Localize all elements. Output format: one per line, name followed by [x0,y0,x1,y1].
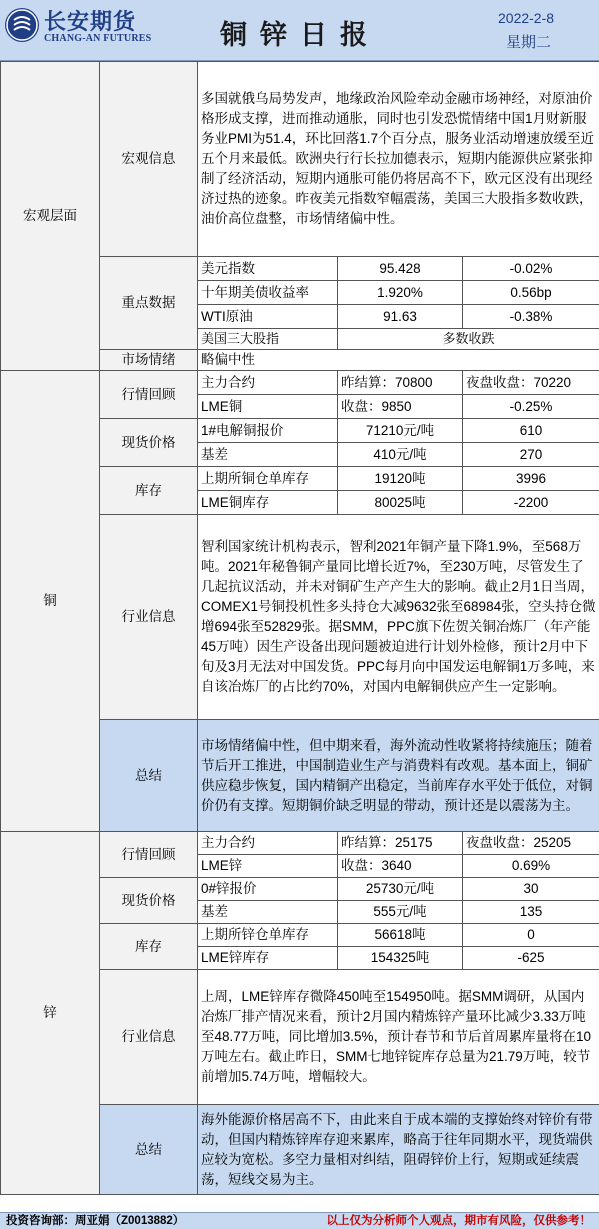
report-header [0,0,599,61]
analyst-contact: 投资咨询部：周亚娟（Z0013882） [6,1213,184,1229]
copper-stock-item: LME铜库存 [198,491,338,515]
zinc-stock-item: LME锌库存 [198,947,338,970]
company-name-cn: 长安期货 [44,5,136,36]
copper-spot-item: 基差 [198,443,338,467]
copper-market-value: 收盘：9850 [338,395,463,419]
section-zinc: 锌 [1,832,100,1195]
section-macro: 宏观层面 [1,62,100,371]
zinc-stock-label: 库存 [100,924,198,970]
zinc-market-value: 昨结算：25175 [338,832,463,855]
copper-market-row [1,371,599,395]
copper-stock-label: 库存 [100,467,198,515]
zinc-summary-label: 总结 [100,1105,198,1195]
macro-info-row [1,62,599,257]
copper-market-change: -0.25% [463,395,599,419]
zinc-spot-change: 135 [463,901,599,924]
copper-market-label: 行情回顾 [100,371,198,419]
copper-market-change: 夜盘收盘：70220 [463,371,599,395]
copper-spot-item: 1#电解铜报价 [198,419,338,443]
copper-stock-change: -2200 [463,491,599,515]
zinc-stock-value: 154325吨 [338,947,463,970]
report-title: 铜锌日报 [220,13,380,52]
key-data-value: 95.428 [338,257,463,281]
copper-spot-value: 410元/吨 [338,443,463,467]
market-mood-value: 略偏中性 [198,350,599,371]
key-data-name: 美元指数 [198,257,338,281]
copper-spot-change: 610 [463,419,599,443]
zinc-industry-label: 行业信息 [100,970,198,1105]
zinc-industry-text: 上周，LME锌库存微降450吨至154950吨。据SMM调研，从国内冶炼厂排产情况来看，预计2月国内精炼锌产量环比减少3.33万吨至48.77万吨，同比增加3.5%，预计春节和节后首周累库量将在10万吨左右。截止昨日，SMM七地锌锭库存总量为21.79万吨，较节前增加5.74万吨，增幅较大。 [198,970,599,1105]
copper-stock-value: 80025吨 [338,491,463,515]
copper-stock-change: 3996 [463,467,599,491]
zinc-market-value: 收盘：3640 [338,855,463,878]
copper-spot-value: 71210元/吨 [338,419,463,443]
report-table [0,61,599,1195]
copper-spot-change: 270 [463,443,599,467]
zinc-summary-text: 海外能源价格居高不下，由此来自于成本端的支撑始终对锌价有带动，但国内精炼锌库存迎来累库，略高于往年同期水平，现货端供应较为宽松。多空力量相对纠结，阻碍锌价上行，短期或延续震荡，短线交易为主。 [198,1105,599,1195]
company-logo-icon [5,8,39,42]
report-date: 2022-2-8 [498,10,554,26]
key-data-change: -0.38% [463,305,599,329]
key-data-name: 十年期美债收益率 [198,281,338,305]
copper-spot-label: 现货价格 [100,419,198,467]
key-data-change: -0.02% [463,257,599,281]
key-data-value: 91.63 [338,305,463,329]
zinc-spot-item: 基差 [198,901,338,924]
zinc-market-item: LME锌 [198,855,338,878]
key-data-name: WTI原油 [198,305,338,329]
zinc-stock-value: 56618吨 [338,924,463,947]
copper-stock-value: 19120吨 [338,467,463,491]
macro-info-text: 多国就俄乌局势发声，地缘政治风险牵动金融市场神经，对原油价格形成支撑，进而推动通胀，同时也引发恐慌情绪中国1月财新服务业PMI为51.4，环比回落1.7个百分点，服务业活动增速放缓至近五个月来最低。欧洲央行行长拉加德表示，短期内能源供应紧张抑制了经济活动，短期内通胀可能仍将居高不下，欧元区没有出现经济过热的迹象。昨夜美元指数窄幅震荡，美国三大股指多数收跌，油价高位盘整，市场情绪偏中性。 [198,62,599,257]
report-footer [0,1212,599,1229]
macro-info-label: 宏观信息 [100,62,198,257]
copper-industry-text: 智利国家统计机构表示，智利2021年铜产量下降1.9%，至568万吨。2021年秘鲁铜产量同比增长近7%，至230万吨，尽管发生了几起抗议活动，并未对铜矿生产产生大的影响。截止2月1日当周，COMEX1号铜投机性多头持仓大减9632张至68984张，空头持仓微增694张至52829张。据SMM，PPC旗下佐贺关铜冶炼厂（年产能45万吨）因生产设备出现问题被迫进行计划外检修，预计2月中下旬及3月无法对中国发货。PPC每月向中国发运电解铜1万多吨，来自该冶炼厂的占比约70%，对国内电解铜供应产生一定影响。 [198,515,599,720]
key-data-value: 多数收跌 [338,329,599,350]
copper-industry-label: 行业信息 [100,515,198,720]
report-weekday: 星期二 [506,31,551,52]
zinc-market-change: 夜盘收盘：25205 [463,832,599,855]
zinc-spot-value: 555元/吨 [338,901,463,924]
risk-disclaimer: 以上仅为分析师个人观点，期市有风险，仅供参考！ [327,1213,592,1229]
zinc-market-label: 行情回顾 [100,832,198,878]
zinc-market-change: 0.69% [463,855,599,878]
copper-summary-label: 总结 [100,720,198,832]
section-copper: 铜 [1,371,100,832]
zinc-stock-change: -625 [463,947,599,970]
copper-summary-text: 市场情绪偏中性，但中期来看，海外流动性收紧将持续施压；随着节后开工推进，中国制造业生产与消费料有改观。基本面上，铜矿供应稳步恢复，国内精铜产出稳定，当前库存水平处于低位，对铜价仍有支撑。短期铜价缺乏明显的带动，预计还是以震荡为主。 [198,720,599,832]
zinc-spot-label: 现货价格 [100,878,198,924]
zinc-spot-item: 0#锌报价 [198,878,338,901]
key-data-change: 0.56bp [463,281,599,305]
zinc-market-row [1,832,599,855]
company-name-en: CHANG-AN FUTURES [44,33,151,44]
market-mood-label: 市场情绪 [100,350,198,371]
key-data-label: 重点数据 [100,257,198,350]
copper-stock-item: 上期所铜仓单库存 [198,467,338,491]
key-data-value: 1.920% [338,281,463,305]
zinc-spot-change: 30 [463,878,599,901]
copper-market-item: 主力合约 [198,371,338,395]
zinc-stock-item: 上期所锌仓单库存 [198,924,338,947]
copper-market-item: LME铜 [198,395,338,419]
zinc-market-item: 主力合约 [198,832,338,855]
copper-market-value: 昨结算：70800 [338,371,463,395]
key-data-name: 美国三大股指 [198,329,338,350]
zinc-stock-change: 0 [463,924,599,947]
zinc-spot-value: 25730元/吨 [338,878,463,901]
